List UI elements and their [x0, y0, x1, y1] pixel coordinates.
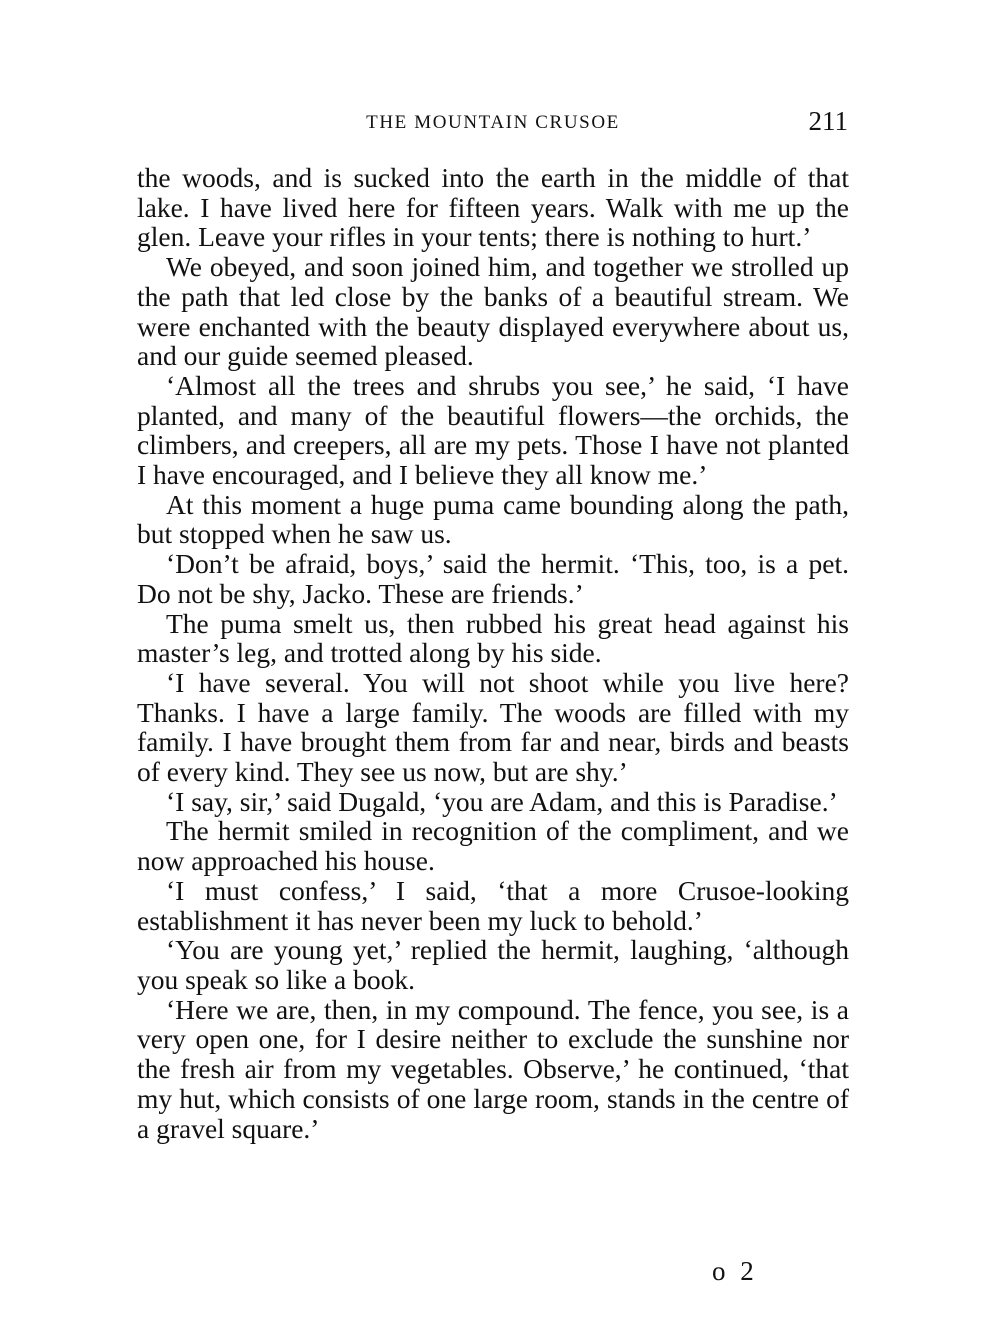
- paragraph: ‘Don’t be afraid, boys,’ said the hermit. ‘This, too, is a pet. Do not be shy, Jacko. These are friends.’: [137, 548, 849, 609]
- paragraph: The puma smelt us, then rubbed his great head against his master’s leg, and trotted along by his side.: [137, 607, 849, 669]
- body-text: [137, 163, 849, 1143]
- paragraph: ‘I have several. You will not shoot while you live here? Thanks. I have a large family. The woods are filled with my family. I have brought them from far and near, birds and beasts of every kind. They see us now, but are shy.’: [137, 666, 849, 788]
- paragraph: ‘I must confess,’ I said, ‘that a more Crusoe-looking establishment it has never been my luck to behold.’: [137, 874, 849, 936]
- paragraph: ‘Almost all the trees and shrubs you see,’ he said, ‘I have planted, and many of the beautiful flowers—the orchids, the climbers, and creepers, all are my pets. Those I have not planted I have encouraged, and I believe they all know me.’: [137, 369, 849, 491]
- paragraph: At this moment a huge puma came bounding along the path, but stopped when he saw us.: [137, 488, 849, 550]
- paragraph: ‘I say, sir,’ said Dugald, ‘you are Adam, and this is Paradise.’: [166, 785, 838, 817]
- signature-mark: o 2: [712, 1256, 758, 1286]
- page-number: 211: [808, 106, 848, 136]
- paragraph: ‘Here we are, then, in my compound. The fence, you see, is a very open one, for I desire neither to exclude the sunshine nor the fresh air from my vegetables. Observe,’ he continued, ‘that my hut, which consists of one large room, stands in the centre of a gravel square.’: [137, 993, 849, 1144]
- page-header: [138, 106, 848, 138]
- paragraph: ‘You are young yet,’ replied the hermit, laughing, ‘although you speak so like a book.: [137, 934, 849, 995]
- running-title: THE MOUNTAIN CRUSOE: [366, 112, 620, 133]
- paragraph: the woods, and is sucked into the earth in the middle of that lake. I have lived here for fifteen years. Walk with me up the glen. Leave your rifles in your tents; there is nothing to hurt.’: [137, 162, 849, 253]
- paragraph: We obeyed, and soon joined him, and together we strolled up the path that led close by the banks of a beautiful stream. We were enchanted with the beauty displayed everywhere about us, and our guide seemed pleased.: [137, 251, 849, 372]
- paragraph: The hermit smiled in recognition of the compliment, and we now approached his house.: [137, 815, 849, 877]
